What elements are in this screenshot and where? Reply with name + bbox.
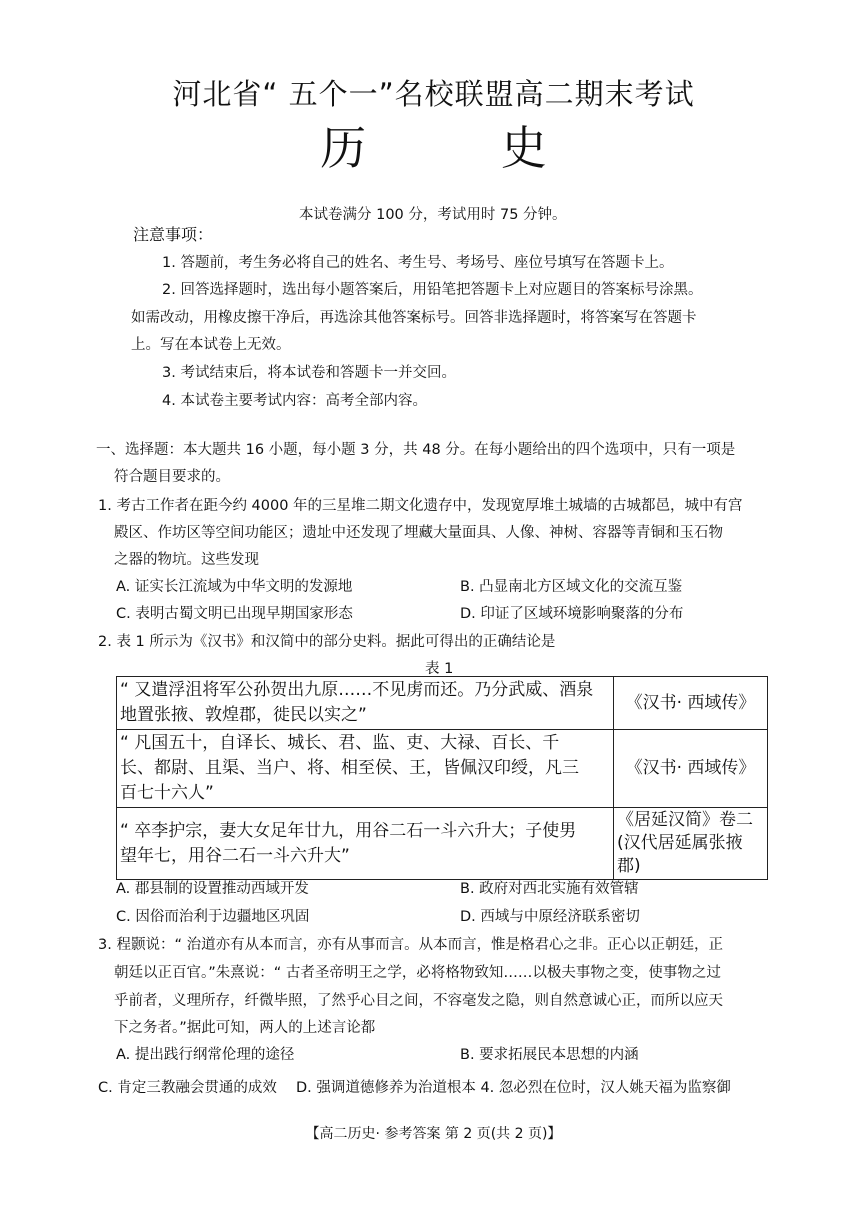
q1-stem-3: 之器的物坑。这些发现 <box>114 552 259 568</box>
q1-option-c: C. 表明古蜀文明已出现早期国家形态 <box>116 606 353 622</box>
q3-stem-4: 下之务者。”据此可知，两人的上述言论都 <box>114 1020 376 1036</box>
cell-text: 地置张掖、敦煌郡，徙民以实之” <box>120 705 367 725</box>
notice-line-2: 2. 回答选择题时，选出每小题答案后，用铅笔把答题卡上对应题目的答案标号涂黑。 <box>162 282 703 298</box>
q1-stem-2: 殿区、作坊区等空间功能区；遗址中还发现了埋藏大量面具、人像、神树、容器等青铜和玉石物 <box>114 525 723 541</box>
cell-text: 望年七，用谷二石一斗六升大” <box>120 845 350 866</box>
table-caption: 表 1 <box>425 661 454 677</box>
section-heading-cont: 符合题目要求的。 <box>114 469 230 485</box>
table-cell-source <box>614 808 768 880</box>
table-cell-source <box>614 677 768 730</box>
q2-option-a: A. 郡县制的设置推动西域开发 <box>116 881 309 897</box>
cell-text: 百七十六人” <box>120 783 214 803</box>
notice-line-4: 上。写在本试卷上无效。 <box>131 337 291 353</box>
section-heading: 一、选择题：本大题共 16 小题，每小题 3 分，共 48 分。在每小题给出的四个选项中，只有一项是 <box>96 442 736 458</box>
cell-text: 《汉书· 西域传》 <box>625 692 756 713</box>
q2-option-c: C. 因俗而治利于边疆地区巩固 <box>116 909 310 925</box>
notice-line-6: 4. 本试卷主要考试内容：高考全部内容。 <box>162 393 427 409</box>
exam-meta: 本试卷满分 100 分，考试用时 75 分钟。 <box>299 207 567 223</box>
cell-text: “ 卒李护宗，妻大女足年廿九，用谷二石一斗六升大；子使男 <box>120 820 577 841</box>
notice-line-5: 3. 考试结束后，将本试卷和答题卡一并交回。 <box>162 365 456 381</box>
table-cell-source <box>614 730 768 808</box>
table-row <box>117 677 768 730</box>
cell-text: 《居延汉简》卷二 <box>617 810 753 830</box>
notice-line-1: 1. 答题前，考生务必将自己的姓名、考生号、考场号、座位号填写在答题卡上。 <box>162 255 674 271</box>
q3-stem-1: 3. 程颢说：“ 治道亦有从本而言，亦有从事而言。从本而言，惟是格君心之非。正心以正朝廷，正 <box>98 937 724 953</box>
q1-stem-1: 1. 考古工作者在距今约 4000 年的三星堆二期文化遗存中，发现宽厚堆土城墙的古城都邑，城中有宫 <box>98 498 743 514</box>
q1-option-d: D. 印证了区域环境影响聚落的分布 <box>460 606 684 622</box>
q3-option-a: A. 提出践行纲常伦理的途径 <box>116 1047 295 1063</box>
table-cell-quote <box>117 808 614 880</box>
cell-text: 长、都尉、且渠、当户、将、相至侯、王，皆佩汉印绶，凡三 <box>120 758 579 778</box>
q1-option-b: B. 凸显南北方区域文化的交流互鉴 <box>460 579 683 595</box>
cell-text: “ 又遣浮沮将军公孙贺出九原……不见虏而还。乃分武威、酒泉 <box>120 680 594 700</box>
notice-line-3: 如需改动，用橡皮擦干净后，再选涂其他答案标号。回答非选择题时，将答案写在答题卡 <box>131 310 697 326</box>
q3-option-b: B. 要求拓展民本思想的内涵 <box>460 1047 639 1063</box>
cell-text: (汉代居延属张掖 <box>617 833 743 853</box>
notice-heading: 注意事项： <box>133 225 214 244</box>
cell-text: 《汉书· 西域传》 <box>625 758 756 778</box>
exam-title: 河北省“ 五个一”名校联盟高二期末考试 <box>172 77 695 111</box>
q2-option-d: D. 西域与中原经济联系密切 <box>460 909 640 925</box>
table-row <box>117 730 768 808</box>
q1-option-a: A. 证实长江流域为中华文明的发源地 <box>116 579 353 595</box>
source-table <box>116 676 768 880</box>
q3-stem-3: 乎前者，义理所存，纤微毕照，了然乎心目之间，不容毫发之隐，则自然意诚心正，而所以应天 <box>114 993 723 1009</box>
q3-option-cd: C. 肯定三教融会贯通的成效 D. 强调道德修养为治道根本 4. 忽必烈在位时，汉人姚天福为监察御 <box>98 1080 731 1096</box>
table-cell-quote <box>117 730 614 808</box>
subject-title: 历 史 <box>320 121 607 175</box>
q2-stem: 2. 表 1 所示为《汉书》和汉简中的部分史料。据此可得出的正确结论是 <box>98 634 556 650</box>
cell-text: 郡) <box>617 856 641 876</box>
q3-stem-2: 朝廷以正百官。”朱熹说：“ 古者圣帝明王之学，必将格物致知……以极夫事物之变，使事物之过 <box>114 965 721 981</box>
page-footer: 【高二历史· 参考答案 第 2 页(共 2 页)】 <box>305 1126 562 1142</box>
cell-text: “ 凡国五十，自译长、城长、君、监、吏、大禄、百长、千 <box>120 733 560 753</box>
table-cell-quote <box>117 677 614 730</box>
table-row <box>117 808 768 880</box>
q2-option-b: B. 政府对西北实施有效管辖 <box>460 881 639 897</box>
